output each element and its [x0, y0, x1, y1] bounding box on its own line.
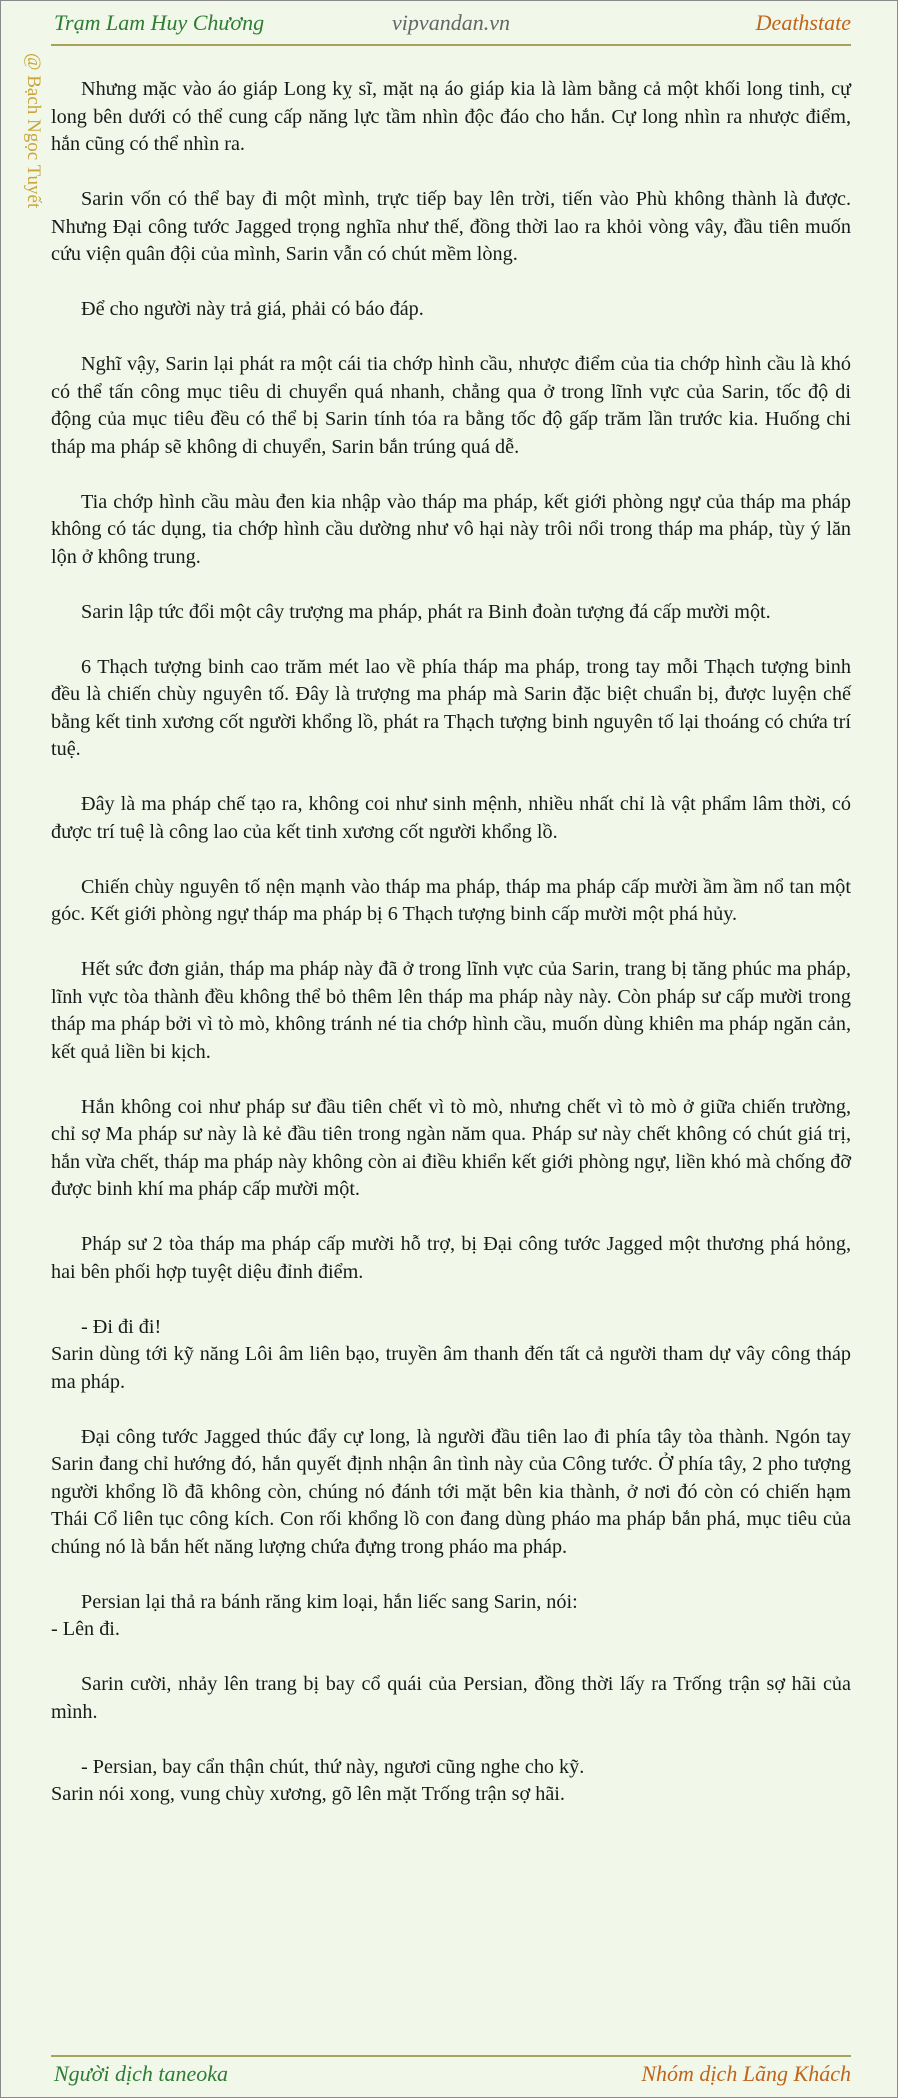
paragraph: Nghĩ vậy, Sarin lại phát ra một cái tia chớp hình cầu, nhược điểm của tia chớp hình cầu là khó có thể tấn công mục tiêu di chuyển quá nhanh, chẳng qua ở trong lĩnh vực của Sarin, tốc độ di động của mục tiêu đều có thể bị Sarin tính tóa ra bằng tốc độ gấp trăm lần trước kia. Huống chi tháp ma pháp sẽ không di chuyển, Sarin bắn trúng quá dễ.	[51, 353, 851, 458]
header-site-name: vipvandan.vn	[392, 10, 510, 35]
paragraph: Pháp sư 2 tòa tháp ma pháp cấp mười hỗ trợ, bị Đại công tước Jagged một thương phá hỏng, hai bên phối hợp tuyệt diệu đỉnh điểm.	[51, 1233, 851, 1283]
paragraph: Hắn không coi như pháp sư đầu tiên chết vì tò mò, nhưng chết vì tò mò ở giữa chiến trường, chỉ sợ Ma pháp sư này là kẻ đầu tiên trong ngàn năm qua. Pháp sư này chết không có chút giá trị, hắn vừa chết, tháp ma pháp này không còn ai điều khiển kết giới phòng ngự, liền khó mà chống đỡ được binh khí ma pháp cấp mười một.	[51, 1095, 851, 1200]
body-text	[51, 76, 851, 1836]
paragraph: Tia chớp hình cầu màu đen kia nhập vào tháp ma pháp, kết giới phòng ngự của tháp ma pháp không có tác dụng, tia chớp hình cầu dường như vô hại này trôi nổi trong tháp ma pháp, tùy ý lăn lộn ở không trung.	[51, 490, 851, 568]
dialogue-paragraph: - Đi đi đi! Sarin dùng tới kỹ năng Lôi âm liên bạo, truyền âm thanh đến tất cả người tham dự vây công tháp ma pháp.	[51, 1315, 851, 1393]
header-chapter-title: Deathstate	[755, 10, 851, 35]
footer-divider	[51, 2055, 851, 2057]
paragraph: Sarin cười, nhảy lên trang bị bay cổ quái của Persian, đồng thời lấy ra Trống trận sợ hãi của mình.	[51, 1673, 851, 1723]
paragraph: Sarin vốn có thể bay đi một mình, trực tiếp bay lên trời, tiến vào Phù không thành là được. Nhưng Đại công tước Jagged trọng nghĩa như thế, đồng thời lao ra khỏi vòng vây, đầu tiên muốn cứu viện quân đội của mình, Sarin vẫn có chút mềm lòng.	[51, 188, 851, 265]
header-series-title: Trạm Lam Huy Chương	[54, 10, 265, 35]
header-divider	[51, 44, 851, 46]
page-footer	[51, 2059, 851, 2093]
side-watermark: @ Bạch Ngọc Tuyết	[23, 53, 44, 209]
paragraph: Chiến chùy nguyên tố nện mạnh vào tháp ma pháp, tháp ma pháp cấp mười ầm ầm nổ tan một góc. Kết giới phòng ngự tháp ma pháp bị 6 Thạch tượng binh cấp mười một phá hủy.	[51, 875, 851, 925]
paragraph: 6 Thạch tượng binh cao trăm mét lao về phía tháp ma pháp, trong tay mỗi Thạch tượng binh đều là chiến chùy nguyên tố. Đây là trượng ma pháp mà Sarin đặc biệt chuẩn bị, được luyện chế bằng kết tinh xương cốt người khổng lồ, phát ra Thạch tượng binh nguyên tố lại thoáng có chứa trí tuệ.	[51, 655, 851, 760]
paragraph: Đây là ma pháp chế tạo ra, không coi như sinh mệnh, nhiều nhất chỉ là vật phẩm lâm thời, có được trí tuệ là công lao của kết tinh xương cốt người khổng lồ.	[51, 793, 851, 843]
footer-translator: Người dịch taneoka	[54, 2061, 229, 2086]
dialogue-paragraph: - Persian, bay cẩn thận chút, thứ này, ngươi cũng nghe cho kỹ. Sarin nói xong, vung chùy xương, gõ lên mặt Trống trận sợ hãi.	[51, 1755, 585, 1805]
paragraph: Đại công tước Jagged thúc đẩy cự long, là người đầu tiên lao đi phía tây tòa thành. Ngón tay Sarin đang chỉ hướng đó, hắn quyết định nhận ân tình này của Công tước. Ở phía tây, 2 pho tượng người khổng lồ đã không còn, chúng nó đánh tới mặt bên kia thành, ở nơi đó còn có chiến hạm Thái Cổ liên tục công kích. Con rối khổng lồ con đang dùng pháo ma pháp bắn phá, mục tiêu của chúng nó là bắn hết năng lượng chứa đựng trong pháo ma pháp.	[51, 1425, 851, 1558]
footer-group: Nhóm dịch Lãng Khách	[641, 2061, 851, 2086]
paragraph: Để cho người này trả giá, phải có báo đáp.	[81, 298, 424, 320]
paragraph: Sarin lập tức đổi một cây trượng ma pháp, phát ra Binh đoàn tượng đá cấp mười một.	[81, 600, 771, 623]
dialogue-paragraph: Persian lại thả ra bánh răng kim loại, hắn liếc sang Sarin, nói: - Lên đi.	[51, 1590, 578, 1640]
paragraph: Hết sức đơn giản, tháp ma pháp này đã ở trong lĩnh vực của Sarin, trang bị tăng phúc ma pháp, lĩnh vực tòa thành đều không thể bỏ thêm lên tháp ma pháp này này. Còn pháp sư cấp mười trong tháp ma pháp bởi vì tò mò, không tránh né tia chớp hình cầu, muốn dùng khiên ma pháp ngăn cản, kết quả liền bi kịch.	[51, 958, 851, 1063]
page-header	[51, 7, 851, 41]
paragraph: Nhưng mặc vào áo giáp Long kỵ sĩ, mặt nạ áo giáp kia là làm bằng cả một khối long tinh, cự long bên dưới có thể cung cấp năng lực tầm nhìn độc đáo cho hắn. Cự long nhìn ra nhược điểm, hắn cũng có thể nhìn ra.	[51, 78, 851, 155]
